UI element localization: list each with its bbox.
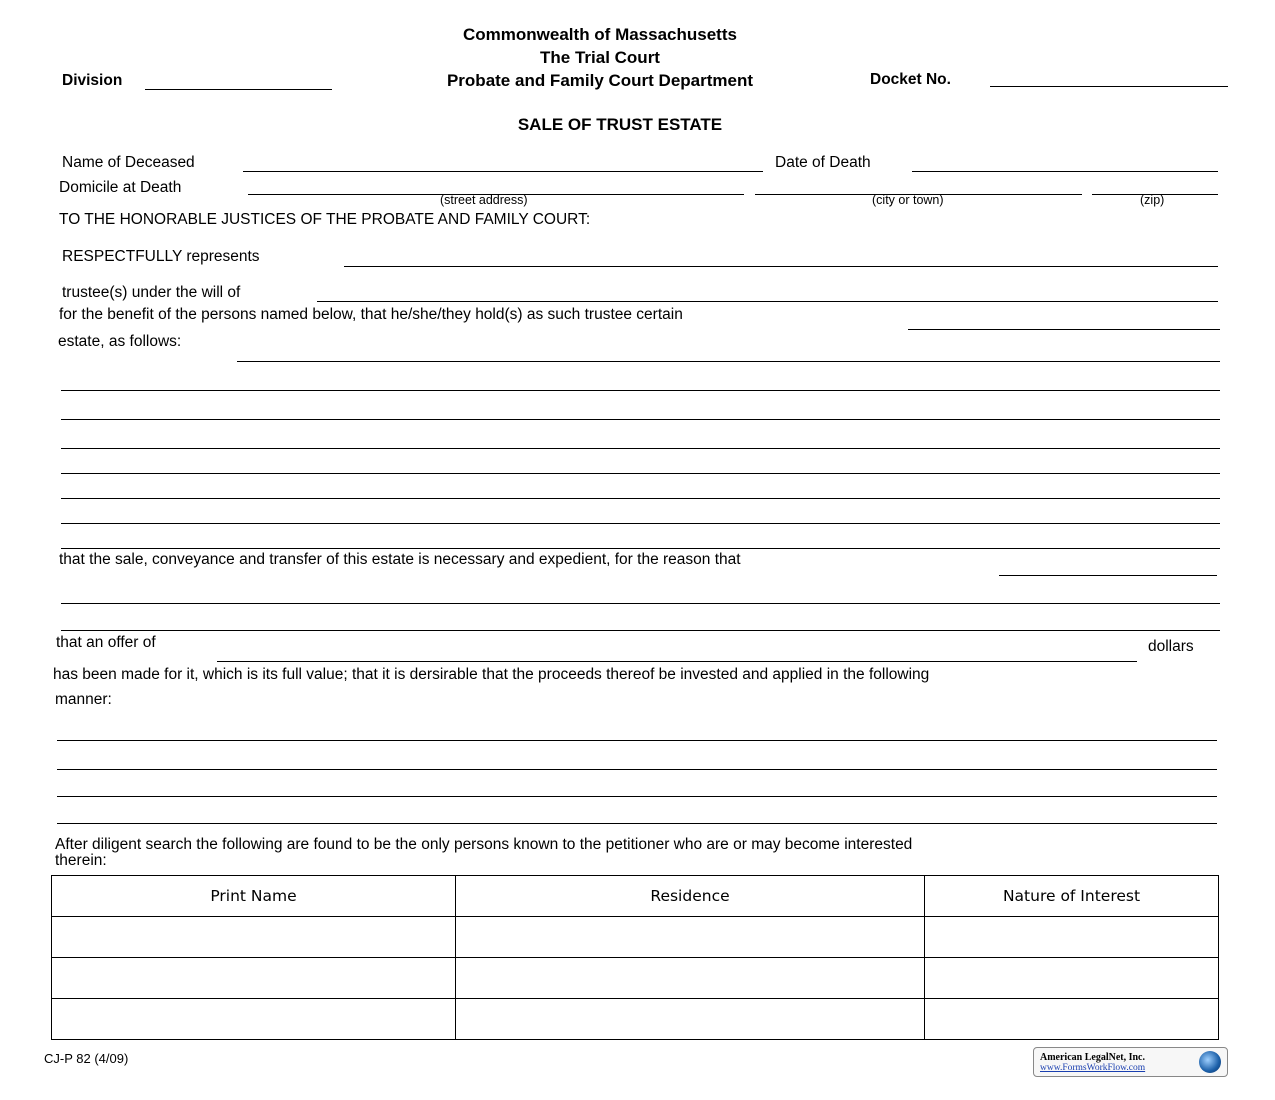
offer-amount-field[interactable] (217, 645, 1137, 662)
street-address-caption: (street address) (440, 193, 528, 207)
manner-line[interactable] (57, 780, 1217, 797)
estate-line[interactable] (61, 482, 1220, 499)
header-department: Probate and Family Court Department (446, 71, 754, 90)
estate-label: estate, as follows: (58, 333, 182, 350)
search-text-line2: therein: (55, 852, 107, 869)
dollars-label: dollars (1148, 638, 1194, 655)
reason-line[interactable] (61, 614, 1220, 631)
residence-cell[interactable] (456, 958, 925, 999)
address-to-court: TO THE HONORABLE JUSTICES OF THE PROBATE AND FAMILY COURT: (59, 211, 591, 228)
offer-label: that an offer of (56, 634, 156, 651)
sale-reason-text: that the sale, conveyance and transfer of this estate is necessary and expedient, for the reason that (59, 551, 741, 568)
estate-line[interactable] (61, 457, 1220, 474)
form-number: CJ-P 82 (4/09) (44, 1051, 129, 1066)
manner-line[interactable] (57, 753, 1217, 770)
manner-label: manner: (55, 691, 112, 708)
column-header-residence: Residence (456, 876, 925, 917)
logo-company-name: American LegalNet, Inc. (1040, 1052, 1145, 1063)
print-name-cell[interactable] (52, 917, 456, 958)
header-trial-court: The Trial Court (540, 48, 660, 67)
column-header-nature-of-interest: Nature of Interest (925, 876, 1219, 917)
reason-line[interactable] (61, 587, 1220, 604)
division-field[interactable] (145, 73, 332, 90)
reason-field[interactable] (999, 559, 1217, 576)
print-name-cell[interactable] (52, 958, 456, 999)
table-header-row (52, 876, 1219, 917)
nature-of-interest-cell[interactable] (925, 999, 1219, 1040)
petitioner-field[interactable] (344, 250, 1218, 267)
zip-caption: (zip) (1140, 193, 1165, 207)
docket-field[interactable] (990, 70, 1228, 87)
benefit-text: for the benefit of the persons named below, that he/she/they hold(s) as such trustee certain (59, 306, 683, 323)
residence-cell[interactable] (456, 917, 925, 958)
estate-line[interactable] (61, 432, 1220, 449)
city-caption: (city or town) (872, 193, 944, 207)
will-of-field[interactable] (317, 285, 1218, 302)
manner-line[interactable] (57, 724, 1217, 741)
docket-label: Docket No. (870, 71, 951, 88)
logo-url-link[interactable]: www.FormsWorkFlow.com (1040, 1063, 1146, 1073)
estate-type-field[interactable] (908, 313, 1220, 330)
search-text-line1: After diligent search the following are found to be the only persons known to the petitioner who are or may become interested (55, 836, 913, 853)
nature-of-interest-cell[interactable] (925, 958, 1219, 999)
table-row (52, 917, 1219, 958)
globe-icon (1199, 1051, 1221, 1073)
estate-line[interactable] (61, 532, 1220, 549)
manner-line[interactable] (57, 807, 1217, 824)
residence-cell[interactable] (456, 999, 925, 1040)
estate-line[interactable] (61, 507, 1220, 524)
full-value-text: has been made for it, which is its full value; that it is dersirable that the proceeds thereof be invested and applied in the following (53, 666, 930, 683)
header-commonwealth: Commonwealth of Massachusetts (463, 25, 737, 44)
column-header-print-name: Print Name (52, 876, 456, 917)
name-of-deceased-field[interactable] (243, 155, 763, 172)
form-title: SALE OF TRUST ESTATE (517, 115, 723, 134)
respectfully-label: RESPECTFULLY represents (62, 248, 260, 265)
estate-line[interactable] (61, 403, 1220, 420)
print-name-cell[interactable] (52, 999, 456, 1040)
date-of-death-label: Date of Death (775, 154, 871, 171)
date-of-death-field[interactable] (912, 155, 1218, 172)
legalnet-logo[interactable] (1033, 1047, 1228, 1077)
persons-table (51, 875, 1219, 1040)
division-label: Division (62, 72, 123, 89)
estate-line[interactable] (61, 374, 1220, 391)
table-row (52, 999, 1219, 1040)
nature-of-interest-cell[interactable] (925, 917, 1219, 958)
estate-description-field[interactable] (237, 345, 1220, 362)
trustee-label: trustee(s) under the will of (62, 284, 241, 301)
domicile-label: Domicile at Death (59, 179, 182, 196)
table-row (52, 958, 1219, 999)
name-of-deceased-label: Name of Deceased (62, 154, 195, 171)
